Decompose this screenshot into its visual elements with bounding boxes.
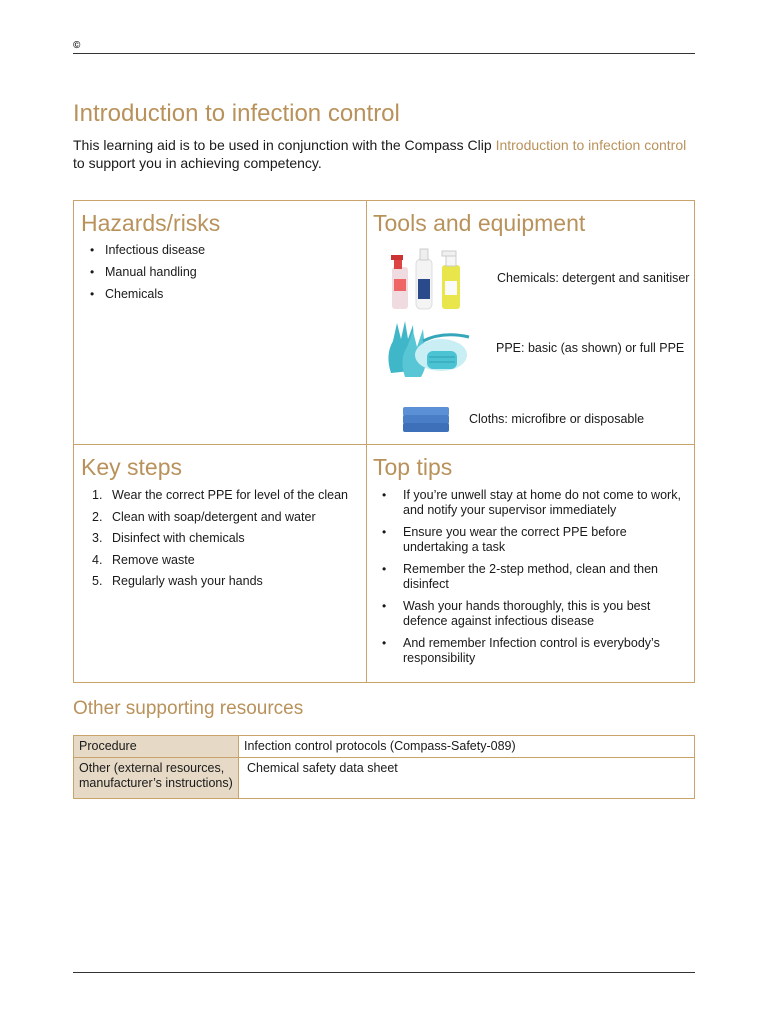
step-text: Remove waste: [112, 552, 195, 567]
step-item: [81, 553, 361, 568]
top-tips-list: [373, 488, 691, 666]
table-row: [74, 758, 695, 799]
tip-item: • Ensure you wear the correct PPE before undertaking a task: [373, 525, 691, 555]
page-title: Introduction to infection control: [73, 100, 400, 127]
chemical-bottles-icon: [388, 245, 478, 311]
tool-label: PPE: basic (as shown) or full PPE: [496, 341, 685, 355]
step-text: Clean with soap/detergent and water: [112, 509, 316, 524]
hazard-item: • Manual handling: [81, 265, 361, 280]
key-steps-list: [81, 488, 361, 589]
key-steps-heading: Key steps: [81, 454, 182, 480]
grid-horizontal-divider: [74, 444, 694, 445]
tip-item: • And remember Infection control is everybody’s responsibility: [373, 636, 691, 666]
info-grid: [73, 200, 695, 683]
hazards-list: [81, 243, 361, 302]
top-tips-section: [373, 453, 691, 673]
intro-paragraph: [73, 136, 698, 172]
intro-text-before: This learning aid is to be used in conjunction with the Compass Clip: [73, 137, 496, 153]
resources-heading: Other supporting resources: [73, 698, 304, 719]
step-item: [81, 574, 361, 589]
resources-table: [73, 735, 695, 799]
tool-ppe: [383, 315, 684, 381]
step-number: 1.: [92, 488, 103, 502]
header-logo: ©: [73, 40, 81, 51]
resource-value: Infection control protocols (Compass-Safety-089): [239, 736, 695, 758]
resource-value: Chemical safety data sheet: [239, 758, 695, 799]
resource-label: Other (external resources, manufacturer’s instructions): [74, 758, 239, 799]
hazard-item: • Infectious disease: [81, 243, 361, 258]
step-number: 2.: [92, 509, 103, 524]
step-number: 5.: [92, 574, 103, 588]
tool-label: Chemicals: detergent and sanitiser: [497, 271, 690, 285]
table-row: [74, 736, 695, 758]
compass-clip-link[interactable]: Introduction to infection control: [495, 137, 687, 153]
top-tips-heading: Top tips: [373, 454, 453, 480]
footer-divider: [73, 972, 695, 973]
tip-item: • Remember the 2-step method, clean and then disinfect: [373, 562, 691, 592]
resource-label: Procedure: [74, 736, 239, 758]
tools-heading: Tools and equipment: [373, 210, 586, 236]
intro-text-after: to support you in achieving competency.: [73, 155, 322, 171]
step-text: Regularly wash your hands: [112, 574, 263, 588]
step-item: [81, 488, 361, 503]
step-text: Wear the correct PPE for level of the clean: [112, 488, 348, 502]
step-number: 3.: [92, 531, 103, 545]
grid-vertical-divider: [366, 201, 367, 682]
tool-chemicals: [388, 245, 689, 311]
tool-cloths: [401, 401, 644, 437]
step-item: [81, 531, 361, 546]
tip-item: • If you’re unwell stay at home do not come to work, and notify your supervisor immediately: [373, 488, 691, 518]
hazards-section: [81, 209, 361, 309]
tip-item: • Wash your hands thoroughly, this is you best defence against infectious disease: [373, 599, 691, 629]
key-steps-section: [81, 453, 361, 596]
header-divider: [73, 53, 695, 54]
step-number: 4.: [92, 552, 103, 567]
tool-label: Cloths: microfibre or disposable: [469, 412, 645, 426]
step-text: Disinfect with chemicals: [112, 531, 245, 545]
tools-section: [373, 209, 691, 439]
cloths-icon: [401, 401, 451, 437]
hazard-item: • Chemicals: [81, 287, 361, 302]
step-item: [81, 510, 361, 525]
ppe-gloves-mask-icon: [383, 315, 479, 381]
hazards-heading: Hazards/risks: [81, 210, 221, 236]
